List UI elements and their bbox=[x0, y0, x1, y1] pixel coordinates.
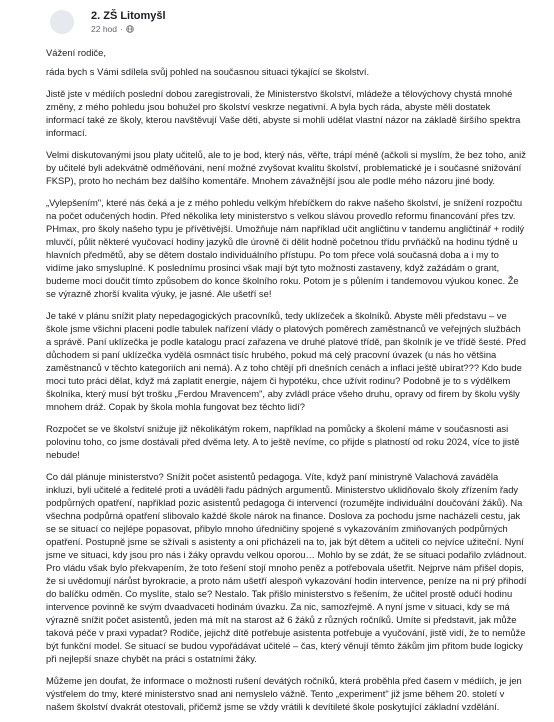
post-paragraph: „Vylepšením", které nás čeká a je z mého pohledu velkým hřebíčkem do rakve našeho školství, je snížení rozpočtu na počet odučených hodin. Před několika lety ministerstvo s velkou slávou provedlo reformu financování přes tzv. PHmax, pro školy našeho typu je přívětivější. Umožňuje nám například učit angličtinu v tandemu angličtinář + rodilý mluvčí, půlit některé vyučovací hodiny jazyků dle úrovně či dělit hodně početnou třídu prvňáčků na hodinu týdně u hlavních předmětů, aby se dětem dostalo individuálního přístupu. Po tom přece volá současná doba a i my to vidíme jako smysluplné. K poslednímu prosinci však mají být tyto možnosti zastaveny, když zažádám o grant, budeme moci doučit tímto způsobem do konce školního roku. Potom je s půlením i tandemovou výukou konec. Že se výrazně zhorší kvalita výuky, je jasné. Ale ušetří se! bbox=[46, 197, 525, 299]
dot-separator: · bbox=[120, 24, 123, 34]
post-paragraph: Můžeme jen doufat, že informace o možnosti rušení devátých ročníků, která proběhla před časem v médiích, je jen výstřelem do tmy, které ministerstvo snad ani nemyslelo vážně. Tento „experiment" již jsme během 20. století v našem školství dvakrát otestovali, přičemž jsme se vždy vrátili k devítileté škole poskytující základní vzdělání. bbox=[46, 675, 522, 712]
post-paragraph: Co dál plánuje ministerstvo? Snížit počet asistentů pedagoga. Víte, když paní ministryně Valachová zaváděla inkluzi, byli učitelé a ředitelé proti a uváděli řadu pádných argumentů. Ministerstvo uklidňovalo školy zřízením řady podpůrných opatření, například pozic asistentů pedagoga či intervencí (rozumějte individuální doučování žáků). Na všechna podpůrná opatření slibovalo každé škole nárok na finance. Doslova za pochodu jsme nacházeli cestu, jak se se situací co nejlépe popasovat, přibylo mnoho úředničiny spojené s vykazováním zmiňovaných podpůrných opatření. Postupně jsme se sžívali s asistenty a oni přicházeli na to, jak být dětem a učiteli co nejvíce užiteční. Nyní jsme ve situaci, kdy jsou pro nás i žáky opravdu velkou oporou… Mohlo by se zdát, že se situaci podařilo zvládnout. Pro vládu však bylo překvapením, že toto řešení stojí mnoho peněz a potřebovala ušetřit. Nejprve nám přišel dopis, že si uvědomují nárůst byrokracie, a proto nám ušetří alespoň vykazování hodin intervence, peníze na ni prý přihodí do balíčku odměn. Co myslíte, stalo se? Nestalo. Tak přišlo ministerstvo s řešením, že učitel prostě odučí hodinu intervence povinně ke svým dvaadvaceti hodinám úvazku. Za nic, samozřejmě. A nyní jsme v situaci, kdy se má výrazně snížit počet asistentů, jeden má mít na starost až 6 žáků z různých ročníků. Umíte si představit, jak může taková péče v praxi vypadat? Rodiče, jejichž dítě potřebuje asistenta potřebuje a vyučování, jistě vidí, že to nemůže být funkční model. Se situací se budou vypořádávat učitelé – čas, který věnují těmto žákům jim přitom bude logicky při nejlepší snaze chybět na práci s ostatními žáky. bbox=[46, 471, 527, 664]
post-timestamp[interactable]: 22 hod bbox=[91, 24, 117, 34]
globe-icon bbox=[126, 25, 134, 33]
page-avatar[interactable] bbox=[50, 10, 74, 34]
post-paragraph: Jistě jste v médiích poslední dobou zaregistrovali, že Ministerstvo školství, mládeže a tělovýchovy chystá mnohé změny, z mého pohledu jsou bohužel pro školství veskrze negativní. A byla bych ráda, abyste měli dostatek informací také ze školy, kterou navštěvují Vaše děti, abyste si mohli udělat vlastní názor na základě širšího spektra informací. bbox=[46, 88, 521, 138]
post-salutation: Vážení rodiče, bbox=[46, 47, 106, 58]
post-header bbox=[0, 0, 554, 44]
post-paragraph: Velmi diskutovanými jsou platy učitelů, ale to je bod, který nás, věřte, trápí méně (ačkoli si myslím, že bez toho, aniž by učitelé byli adekvátně odměňováni, není možné zvyšovat kvalitu školství, problematické je i současné snižování FKSP), proto ho nechám bez dalšího komentáře. Mnohem závažnější jsou ale podle mého názoru jiné body. bbox=[46, 149, 526, 186]
post-paragraph: ráda bych s Vámi sdílela svůj pohled na současnou situaci týkající se školství. bbox=[46, 66, 370, 77]
post-meta bbox=[91, 24, 134, 34]
post-paragraph: Rozpočet se ve školství snižuje již několikátým rokem, například na pomůcky a školení máme v současnosti asi polovinu toho, co jsme dostávali před dvěma lety. A to ještě nevíme, co přijde s platností od roku 2024, více to jistě nebude! bbox=[46, 423, 520, 460]
post-paragraph: Je také v plánu snížit platy nepedagogických pracovníků, tedy uklízeček a školníků. Abyste měli představu – ve škole jsme všichni placeni podle tabulek nařízení vlády o platových poměrech zaměstnanců ve veřejných službách a správě. Paní uklízečka je podle katalogu prací zařazena ve druhé platové třídě, pan školník je ve třídě šesté. Před důchodem si paní uklízečka vydělá osmnáct tisíc hrubého, pokud má celý pracovní úvazek (u nás ho většina zaměstnanců v těchto kategoriích ani nemá). A z toho chtějí při dnešních cenách a inflaci ještě ubírat??? Kdo bude moci tuto práci dělat, když má zaplatit energie, nájem či hypotéku, chce užívit rodinu? Podobně je to s výdělkem školníka, který musí být trošku „Ferdou Mravencem", aby zvládl práce všeho druhu, opravy od firem by školu vyšly mnohem dráž. Copak by škola mohla fungovat bez těchto lidí? bbox=[46, 310, 526, 412]
post-body bbox=[46, 46, 528, 722]
post-author[interactable]: 2. ZŠ Litomyšl bbox=[91, 10, 166, 22]
